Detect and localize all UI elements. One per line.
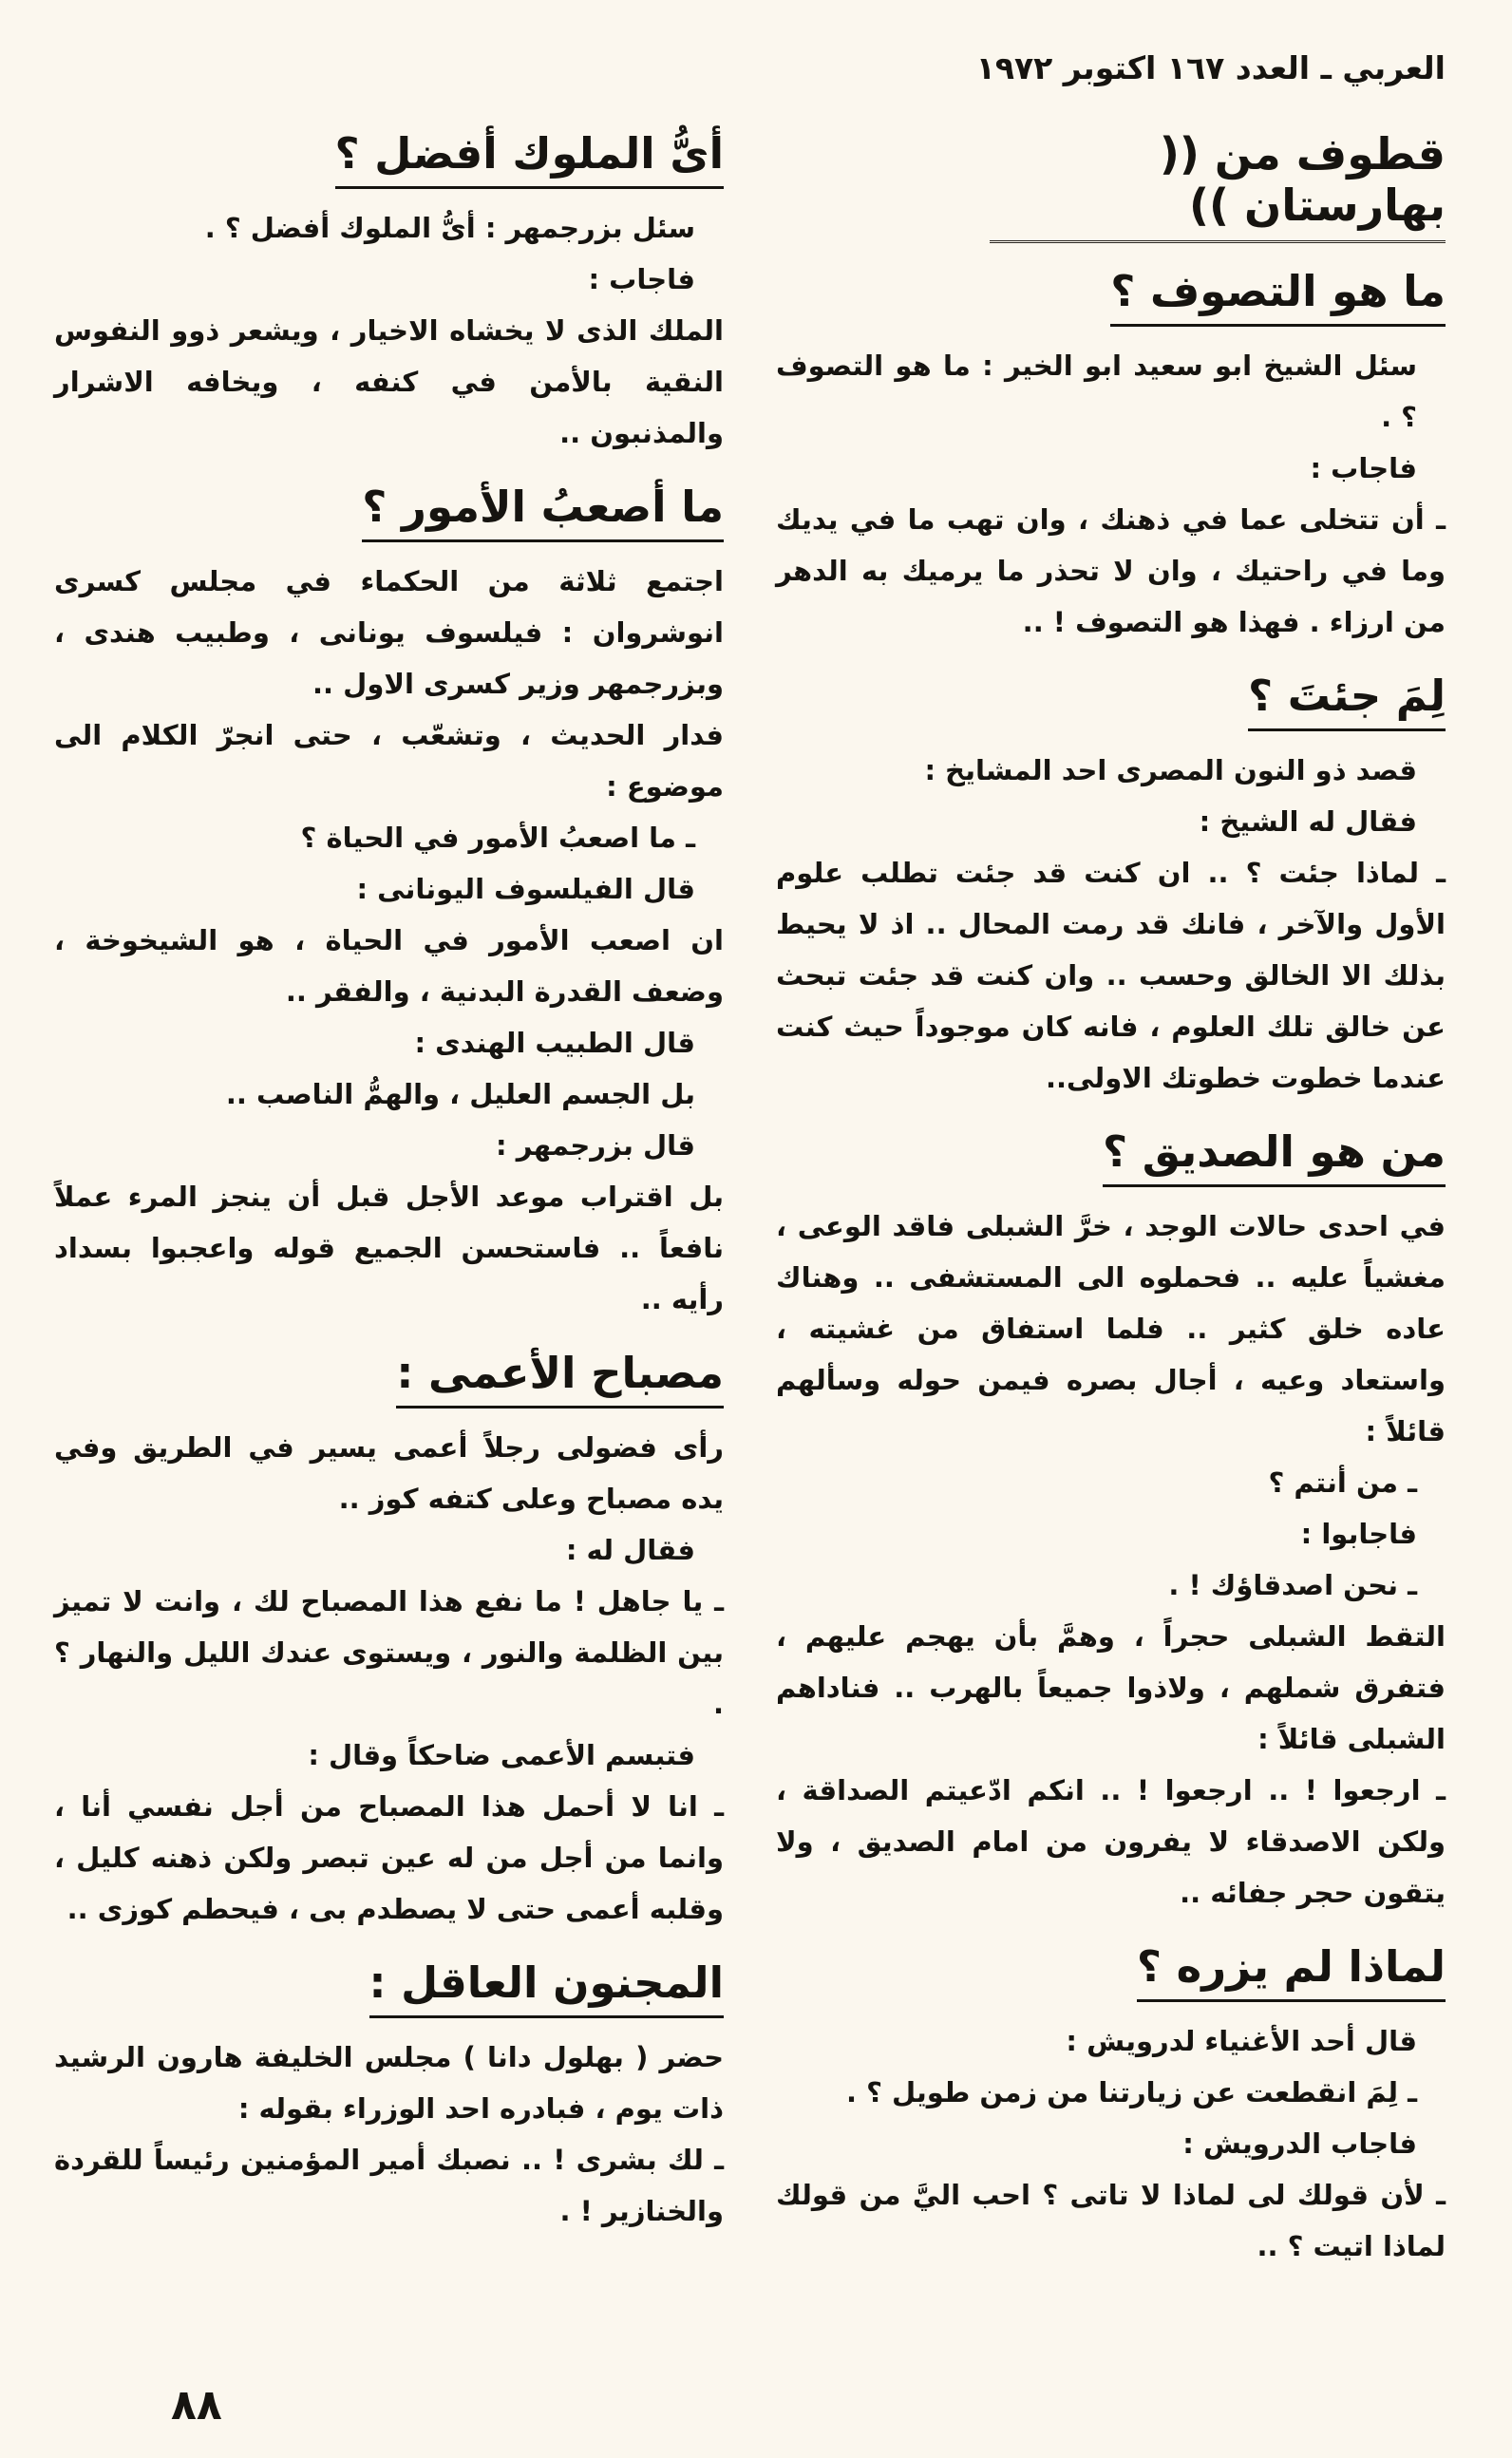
section-what-is-sufism <box>776 266 1446 648</box>
running-head: العربي ـ العدد ١٦٧ اكتوبر ١٩٧٢ <box>975 49 1446 86</box>
section-who-is-the-friend <box>776 1126 1446 1919</box>
paragraph: فاجاب الدرويش : <box>1182 2127 1417 2160</box>
paragraph: ـ لِمَ انقطعت عن زيارتنا من زمن طويل ؟ . <box>845 2076 1417 2108</box>
paragraph: قصد ذو النون المصرى احد المشايخ : <box>924 754 1417 786</box>
section-blind-mans-lamp <box>54 1348 724 1935</box>
paragraph: ـ لماذا جئت ؟ .. ان كنت قد جئت تطلب علوم الأول والآخر ، فانك قد رمت المحال .. اذ لا يحيط بذلك الا الخالق وحسب .. وان كنت قد جئت تبحث عن خالق تلك العلوم ، فانه كان موجوداً حيث كنت عندما خطوت خطوتك الاولى.. <box>776 857 1446 1094</box>
paragraph: قال الفيلسوف اليونانى : <box>356 873 695 905</box>
page-number: ٨٨ <box>171 2381 222 2430</box>
paragraph: قال بزرجمهر : <box>496 1129 695 1162</box>
paragraph: فقال له الشيخ : <box>1199 805 1417 838</box>
paragraph: ـ لك بشرى ! .. نصبك أمير المؤمنين رئيساً للقردة والخنازير ! . <box>54 2144 724 2227</box>
paragraph: ـ يا جاهل ! ما نفع هذا المصباح لك ، وانت لا تميز بين الظلمة والنور ، ويستوى عندك الليل والنهار ؟ . <box>54 1585 724 1720</box>
paragraph: فاجاب : <box>1310 452 1417 484</box>
column-title: قطوف من (( بهارستان )) <box>990 128 1446 243</box>
paragraph: الملك الذى لا يخشاه الاخيار ، ويشعر ذوو النفوس النقية بالأمن في كنفه ، ويخافه الاشرار والمذنبون .. <box>54 314 724 449</box>
paragraph: فاجاب : <box>588 263 695 295</box>
section-title: المجنون العاقل : <box>369 1957 725 2018</box>
paragraph: ـ ما اصعبُ الأمور في الحياة ؟ <box>300 822 695 854</box>
paragraph: ـ نحن اصدقاؤك ! . <box>1168 1569 1417 1601</box>
left-column <box>54 128 724 2259</box>
right-column <box>776 128 1446 2295</box>
paragraph: قال الطبيب الهندى : <box>414 1027 695 1059</box>
section-wise-madman <box>54 1957 724 2237</box>
paragraph: فقال له : <box>565 1534 695 1566</box>
section-title: لماذا لم يزره ؟ <box>1137 1941 1446 2002</box>
paragraph: ـ لأن قولك لى لماذا لا تاتى ؟ احب اليَّ من قولك لماذا اتيت ؟ .. <box>776 2179 1446 2262</box>
paragraph: حضر ( بهلول دانا ) مجلس الخليفة هارون الرشيد ذات يوم ، فبادره احد الوزراء بقوله : <box>54 2041 724 2125</box>
paragraph: التقط الشبلى حجراً ، وهمَّ بأن يهجم عليهم ، فتفرق شملهم ، ولاذوا جميعاً بالهرب .. فناداهم الشبلى قائلاً : <box>776 1620 1446 1755</box>
section-best-kings <box>54 128 724 459</box>
paragraph: سئل الشيخ ابو سعيد ابو الخير : ما هو التصوف ؟ . <box>776 350 1417 433</box>
section-title: مصباح الأعمى : <box>396 1348 724 1409</box>
paragraph: ان اصعب الأمور في الحياة ، هو الشيخوخة ، وضعف القدرة البدنية ، والفقر .. <box>54 924 724 1008</box>
paragraph: بل اقتراب موعد الأجل قبل أن ينجز المرء عملاً نافعاً .. فاستحسن الجميع قوله واعجبوا بسداد رأيه .. <box>54 1181 724 1315</box>
paragraph: رأى فضولى رجلاً أعمى يسير في الطريق وفي يده مصباح وعلى كتفه كوز .. <box>54 1431 724 1515</box>
section-title: أىُّ الملوك أفضل ؟ <box>335 128 724 189</box>
section-title: ما أصعبُ الأمور ؟ <box>362 482 724 542</box>
paragraph: بل الجسم العليل ، والهمُّ الناصب .. <box>225 1078 695 1110</box>
paragraph: قال أحد الأغنياء لدرويش : <box>1066 2025 1417 2057</box>
paragraph: ـ أن تتخلى عما في ذهنك ، وان تهب ما في يديك وما في راحتيك ، وان لا تحذر ما يرميك به الدهر من ارزاء . فهذا هو التصوف ! .. <box>776 503 1446 638</box>
paragraph: في احدى حالات الوجد ، خرَّ الشبلى فاقد الوعى ، مغشياً عليه .. فحملوه الى المستشفى .. وهناك عاده خلق كثير .. فلما استفاق من غشيته ، واستعاد وعيه ، أجال بصره فيمن حوله وسألهم قائلاً : <box>776 1210 1446 1447</box>
paragraph: فاجابوا : <box>1300 1518 1417 1550</box>
section-title: ما هو التصوف ؟ <box>1110 266 1446 327</box>
section-why-did-you-come <box>776 671 1446 1104</box>
paragraph: ـ ارجعوا ! .. ارجعوا ! .. انكم ادّعيتم الصداقة ، ولكن الاصدقاء لا يفرون من امام الصديق ، ولا يتقون حجر جفائه .. <box>776 1774 1446 1909</box>
paragraph: ـ من أنتم ؟ <box>1268 1466 1417 1499</box>
section-hardest-matters <box>54 482 724 1325</box>
paragraph: اجتمع ثلاثة من الحكماء في مجلس كسرى انوشروان : فيلسوف يونانى ، وطبيب هندى ، وبزرجمهر وزير كسرى الاول .. <box>54 565 724 700</box>
section-why-not-visit <box>776 1941 1446 2272</box>
paragraph: فدار الحديث ، وتشعّب ، حتى انجرّ الكلام الى موضوع : <box>54 719 724 803</box>
section-title: من هو الصديق ؟ <box>1103 1126 1446 1187</box>
section-title: لِمَ جئتَ ؟ <box>1248 671 1446 731</box>
paragraph: سئل بزرجمهر : أىُّ الملوك أفضل ؟ . <box>204 212 695 244</box>
paragraph: ـ انا لا أحمل هذا المصباح من أجل نفسي أنا ، وانما من أجل من له عين تبصر ولكن ذهنه كليل ، وقلبه أعمى حتى لا يصطدم بى ، فيحطم كوزى .. <box>54 1790 724 1925</box>
paragraph: فتبسم الأعمى ضاحكاً وقال : <box>308 1739 695 1771</box>
